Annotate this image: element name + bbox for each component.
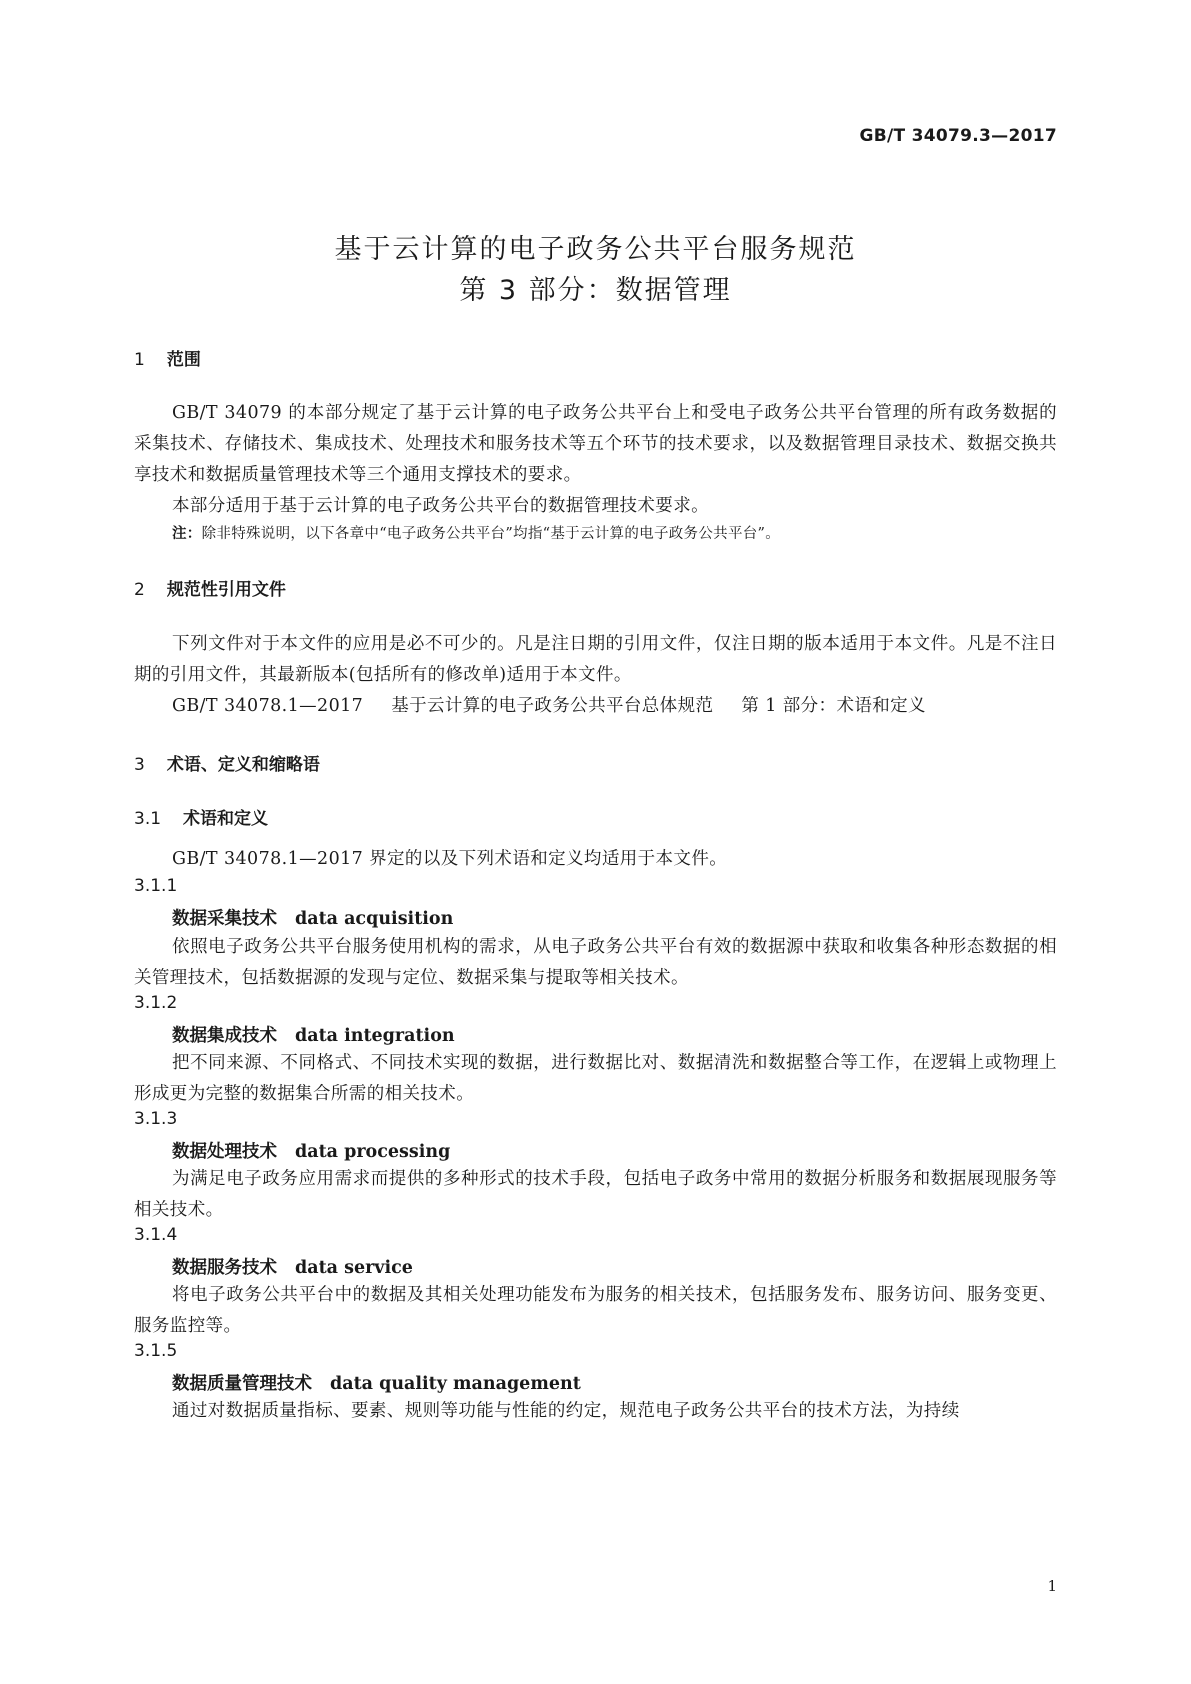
- section-1-body: [134, 398, 1057, 546]
- subsection-title: 术语和定义: [183, 809, 269, 829]
- section-title: 规范性引用文件: [166, 580, 286, 600]
- section-3-heading: [134, 750, 1057, 775]
- term-definition: [134, 1164, 1057, 1226]
- term-title-row: [134, 1254, 1057, 1279]
- terms-intro: [134, 844, 1057, 875]
- document-subtitle: 第 3 部分：数据管理: [459, 275, 732, 306]
- term-zh: 数据处理技术: [172, 1142, 277, 1162]
- page-number: 1: [1047, 1577, 1057, 1595]
- terms-intro-text: GB/T 34078.1—2017 界定的以及下列术语和定义均适用于本文件。: [172, 849, 728, 869]
- term-definition-text: 把不同来源、不同格式、不同技术实现的数据，进行数据比对、数据清洗和数据整合等工作，在逻辑上或物理上形成更为完整的数据集合所需的相关技术。: [134, 1053, 1057, 1104]
- term-entry: [134, 993, 1057, 1013]
- normative-refs-paragraph: 下列文件对于本文件的应用是必不可少的。凡是注日期的引用文件，仅注日期的版本适用于本文件。凡是不注日期的引用文件，其最新版本(包括所有的修改单)适用于本文件。: [134, 634, 1057, 685]
- term-entry: [134, 876, 1057, 896]
- term-number: 3.1.1: [134, 876, 178, 896]
- section-number: 3: [134, 755, 145, 775]
- term-zh: 数据质量管理技术: [172, 1374, 312, 1394]
- standard-number: GB/T 34079.3—2017: [859, 126, 1057, 146]
- term-entry: [134, 1225, 1057, 1245]
- section-number: 1: [134, 350, 145, 370]
- subsection-number: 3.1: [134, 809, 162, 829]
- section-number: 2: [134, 580, 145, 600]
- section-2-body: [134, 629, 1057, 722]
- section-1-heading: [134, 345, 1057, 370]
- term-definition-text: 通过对数据质量指标、要素、规则等功能与性能的约定，规范电子政务公共平台的技术方法，为持续: [172, 1401, 960, 1421]
- term-en: data quality management: [330, 1374, 581, 1394]
- document-title: 基于云计算的电子政务公共平台服务规范: [334, 234, 857, 265]
- term-definition: [134, 1280, 1057, 1342]
- subsection-3-1-heading: [134, 804, 1057, 829]
- term-entry: [134, 1341, 1057, 1361]
- term-title-row: [134, 1370, 1057, 1395]
- term-definition: [134, 932, 1057, 994]
- section-title: 术语、定义和缩略语: [166, 755, 320, 775]
- term-definition-text: 为满足电子政务应用需求而提供的多种形式的技术手段，包括电子政务中常用的数据分析服务和数据展现服务等相关技术。: [134, 1169, 1057, 1220]
- term-title-row: [134, 905, 1057, 930]
- term-en: data service: [295, 1258, 413, 1278]
- term-definition-text: 依照电子政务公共平台服务使用机构的需求，从电子政务公共平台有效的数据源中获取和收集各种形态数据的相关管理技术，包括数据源的发现与定位、数据采集与提取等相关技术。: [134, 937, 1057, 988]
- note-label: 注：: [172, 526, 202, 542]
- term-number: 3.1.3: [134, 1109, 178, 1129]
- term-zh: 数据集成技术: [172, 1026, 277, 1046]
- term-zh: 数据采集技术: [172, 909, 277, 929]
- term-title-row: [134, 1022, 1057, 1047]
- term-entry: [134, 1109, 1057, 1129]
- section-title: 范围: [166, 350, 201, 370]
- reference-code: GB/T 34078.1—2017: [172, 696, 364, 716]
- section-2-heading: [134, 575, 1057, 600]
- scope-paragraph: GB/T 34079 的本部分规定了基于云计算的电子政务公共平台上和受电子政务公共平台管理的所有政务数据的采集技术、存储技术、集成技术、处理技术和服务技术等五个环节的技术要求，以及数据管理目录技术、数据交换共享技术和数据质量管理技术等三个通用支撑技术的要求。: [134, 403, 1057, 485]
- term-en: data integration: [295, 1026, 455, 1046]
- note: [134, 522, 1057, 546]
- note-text: 除非特殊说明，以下各章中“电子政务公共平台”均指“基于云计算的电子政务公共平台”。: [201, 526, 781, 542]
- term-number: 3.1.2: [134, 993, 178, 1013]
- reference-entry: [134, 691, 1057, 722]
- term-definition: [134, 1048, 1057, 1110]
- term-zh: 数据服务技术: [172, 1258, 277, 1278]
- term-definition-text: 将电子政务公共平台中的数据及其相关处理功能发布为服务的相关技术，包括服务发布、服务访问、服务变更、服务监控等。: [134, 1285, 1057, 1336]
- term-title-row: [134, 1138, 1057, 1163]
- term-number: 3.1.5: [134, 1341, 178, 1361]
- term-en: data processing: [295, 1142, 451, 1162]
- applicability-paragraph: 本部分适用于基于云计算的电子政务公共平台的数据管理技术要求。: [172, 496, 709, 516]
- term-en: data acquisition: [295, 909, 454, 929]
- reference-title: 基于云计算的电子政务公共平台总体规范: [391, 696, 714, 716]
- term-number: 3.1.4: [134, 1225, 178, 1245]
- reference-part: 第 1 部分：术语和定义: [741, 696, 926, 716]
- term-definition: [134, 1396, 1057, 1427]
